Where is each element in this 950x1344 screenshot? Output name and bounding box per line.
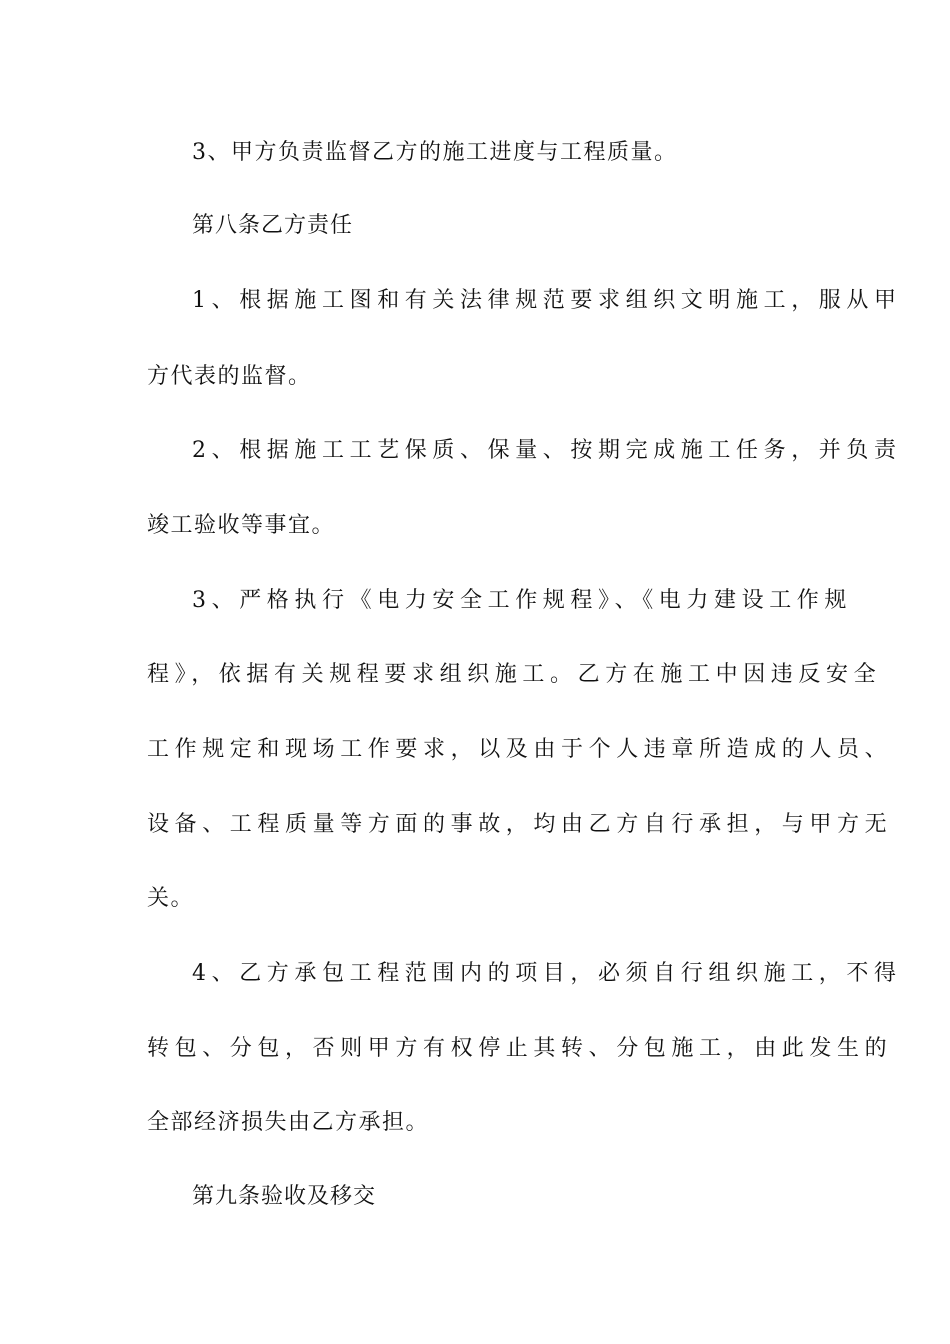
clause-8-item-2-line-1: 2、根据施工工艺保质、保量、按期完成施工任务，并负责 xyxy=(192,438,902,463)
clause-8-item-4-line-3: 全部经济损失由乙方承担。 xyxy=(147,1110,430,1135)
article-8-heading: 第八条乙方责任 xyxy=(192,213,354,238)
clause-8-item-3-line-4: 设备、工程质量等方面的事故，均由乙方自行承担，与甲方无 xyxy=(147,812,893,837)
clause-8-item-2-line-2: 竣工验收等事宜。 xyxy=(147,513,336,538)
clause-8-item-1-line-2: 方代表的监督。 xyxy=(147,364,312,389)
clause-8-item-1-line-1: 1、根据施工图和有关法律规范要求组织文明施工，服从甲 xyxy=(192,288,902,313)
clause-8-item-3-line-3: 工作规定和现场工作要求，以及由于个人违章所造成的人员、 xyxy=(147,737,893,762)
clause-8-item-3-line-1: 3、严格执行《电力安全工作规程》、《电力建设工作规 xyxy=(192,588,852,613)
clause-8-item-4-line-2: 转包、分包，否则甲方有权停止其转、分包施工，由此发生的 xyxy=(147,1036,893,1061)
clause-8-item-3-line-5: 关。 xyxy=(147,886,195,911)
clause-7-item-3: 3、甲方负责监督乙方的施工进度与工程质量。 xyxy=(192,140,678,165)
clause-8-item-3-line-2: 程》，依据有关规程要求组织施工。乙方在施工中因违反安全 xyxy=(147,662,882,687)
clause-8-item-4-line-1: 4、乙方承包工程范围内的项目，必须自行组织施工，不得 xyxy=(192,961,902,986)
article-9-heading: 第九条验收及移交 xyxy=(192,1184,377,1209)
